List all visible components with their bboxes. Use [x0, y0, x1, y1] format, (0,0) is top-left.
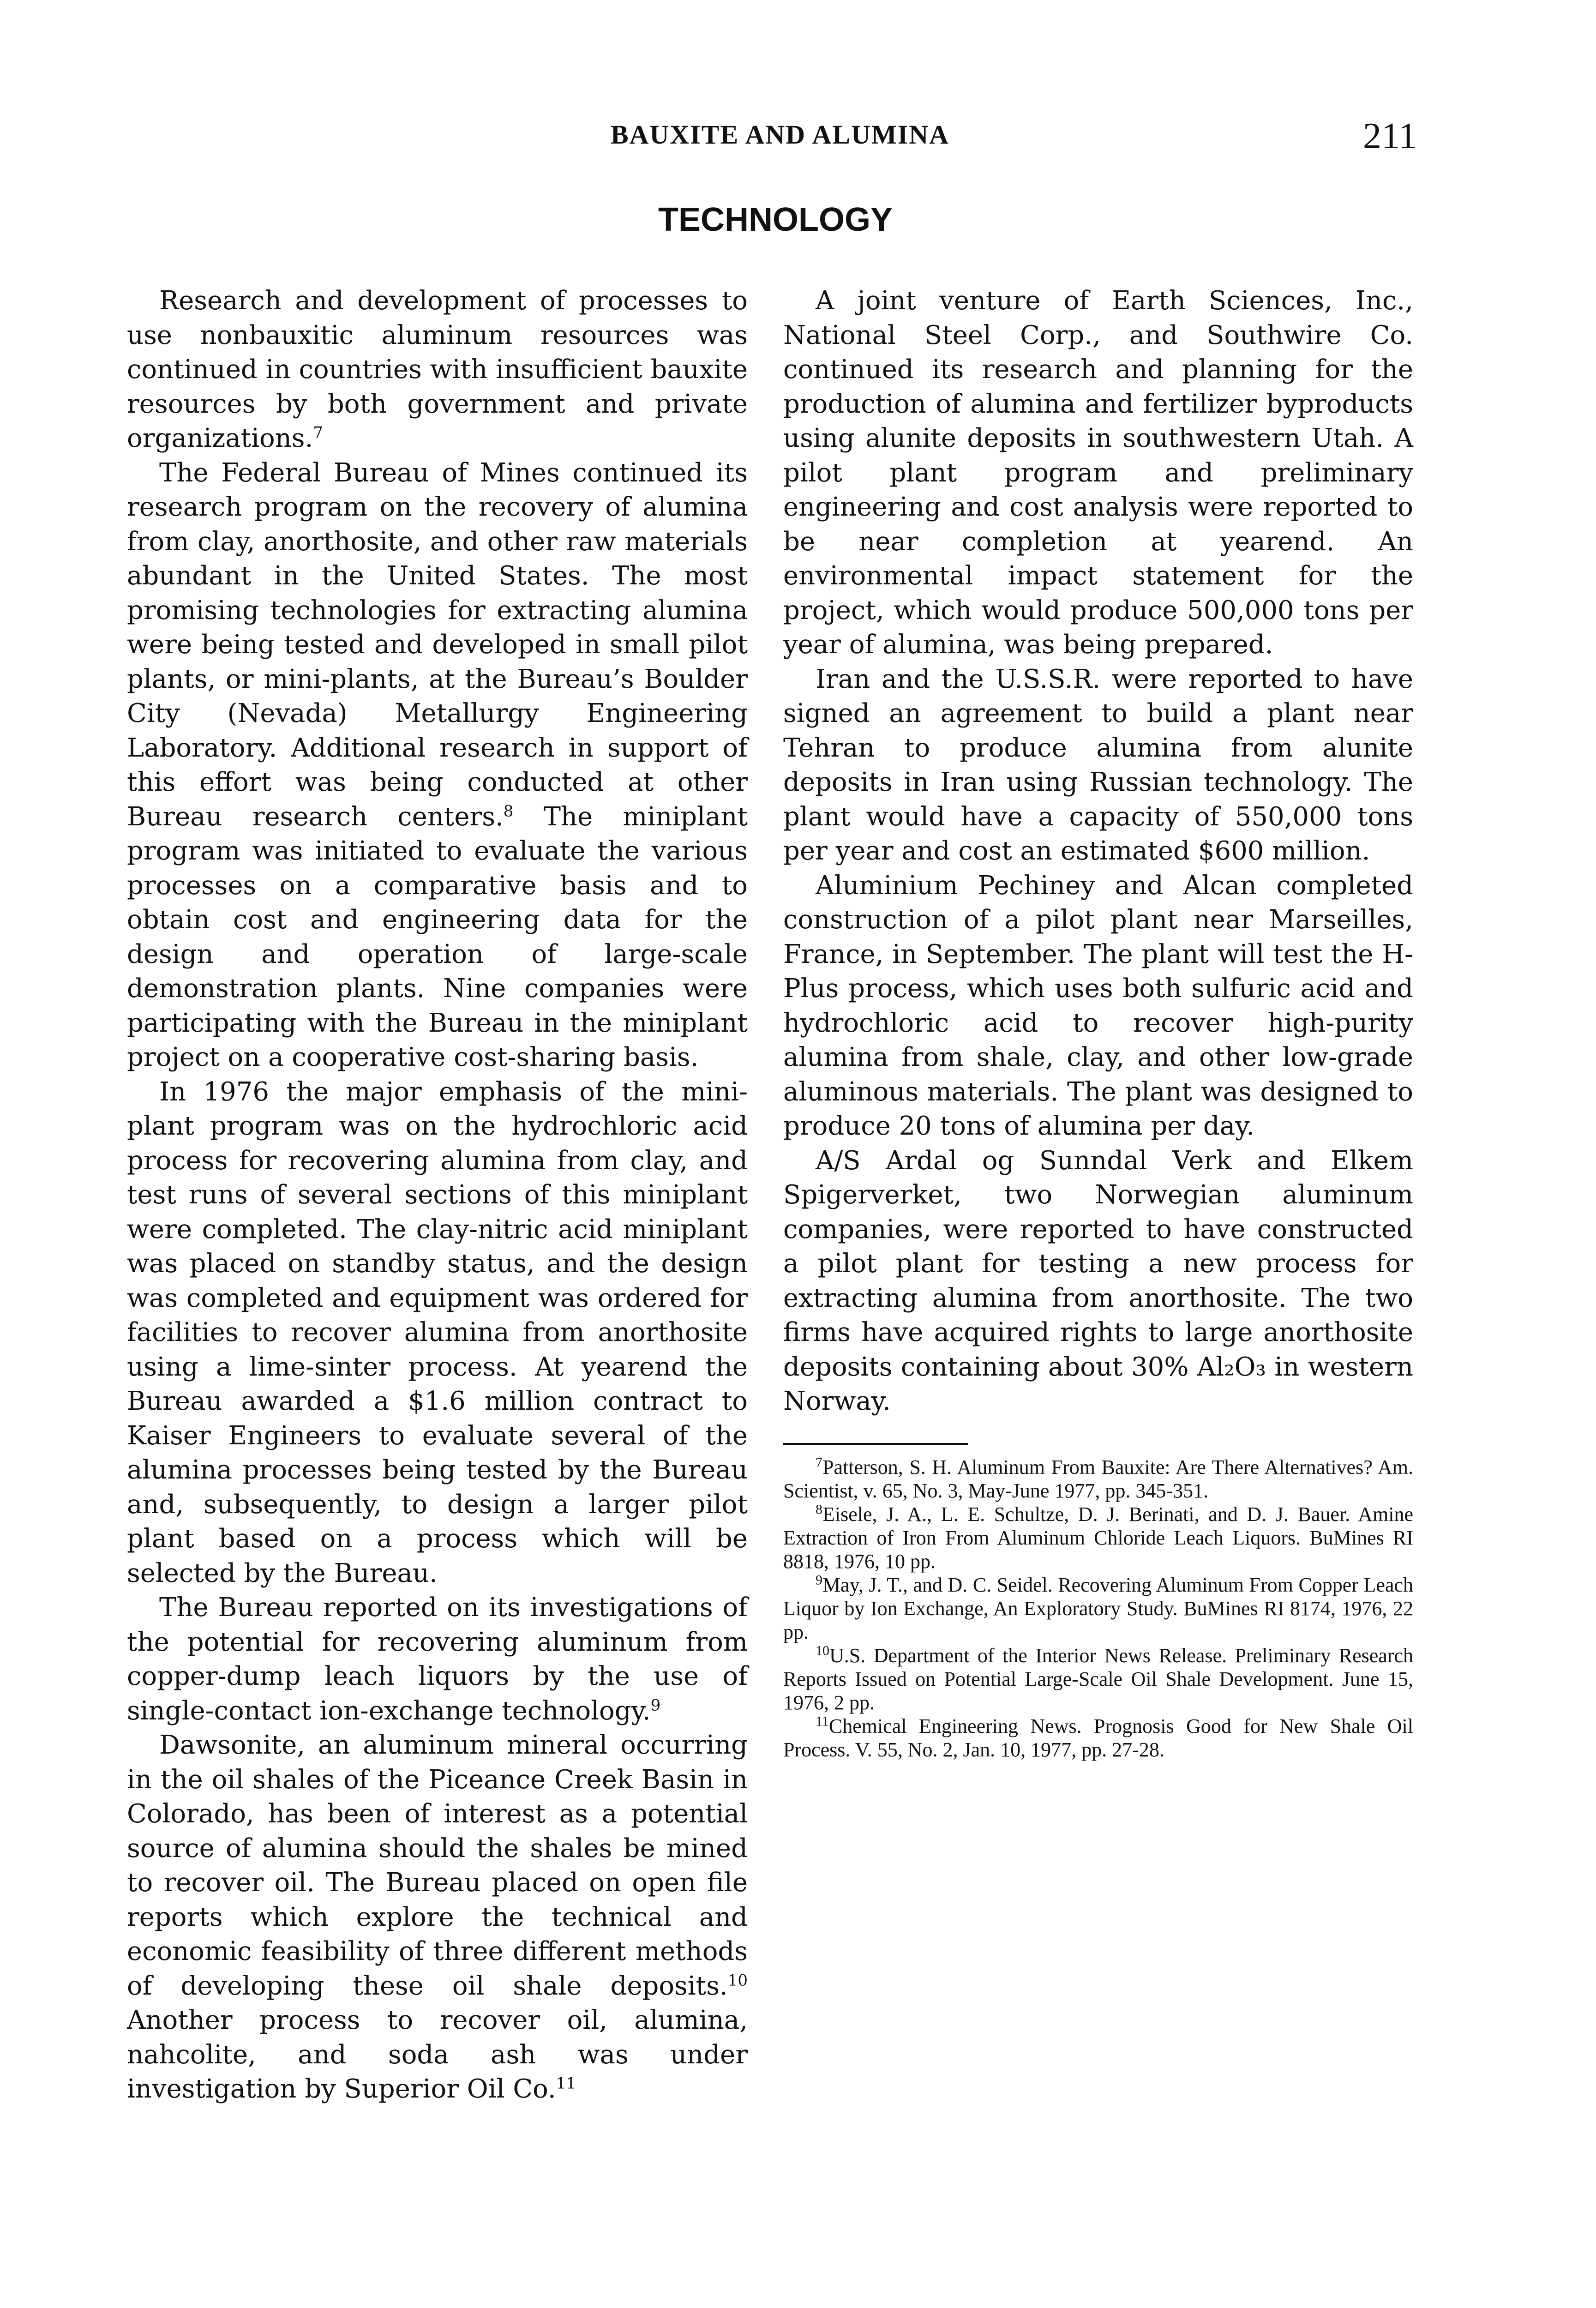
paragraph-1976-miniplant: In 1976 the major emphasis of the mini-plant program was on the hydrochloric acid process for recovering alumina from clay, and test runs of several sections of this miniplant were completed. The clay-nitric acid miniplant was placed on standby status, and the design was completed and equipment was ordered for facilities to recover alumina from anorthosite using a lime-sinter process. At yearend the Bureau awarded a $1.6 million contract to Kaiser Engineers to evaluate several of the alumina processes being tested by the Bureau and, subsequently, to design a larger pilot plant based on a process which will be selected by the Bureau.: [127, 1076, 748, 1588]
footnote-divider: [783, 1443, 968, 1445]
left-column: [127, 284, 748, 2107]
footnote-8: $^8$Eisele, J. A., L. E. Schultze, D. J. Berinati, and D. J. Bauer. Amine Extraction of Iron From Aluminum Chloride Leach Liquors. BuMines RI 8818, 1976, 10 pp.: [783, 1501, 1413, 1573]
paragraph-iran-ussr: Iran and the U.S.S.R. were reported to have signed an agreement to build a plant near Tehran to produce alumina from alunite deposits in Iran using Russian technology. The plant would have a capacity of 550,000 tons per year and cost an estimated $600 million.: [783, 664, 1413, 866]
paragraph-copper-dump: The Bureau reported on its investigations of the potential for recovering aluminum from copper-dump leach liquors by the use of single-contact ion-exchange technology.$^9$: [127, 1593, 748, 1726]
page-number: 211: [1362, 116, 1417, 156]
footnote-10: $^{10}$U.S. Department of the Interior News Release. Preliminary Research Reports Issued on Potential Large-Scale Oil Shale Development. June 15, 1976, 2 pp.: [783, 1642, 1413, 1714]
paragraph-joint-venture: A joint venture of Earth Sciences, Inc., National Steel Corp., and Southwire Co. continued its research and planning for the production of alumina and fertilizer byproducts using alunite deposits in southwestern Utah. A pilot plant program and preliminary engineering and cost analysis were reported to be near completion at yearend. An environmental impact statement for the project, which would produce 500,000 tons per year of alumina, was being prepared.: [783, 286, 1413, 660]
running-header-title: BAUXITE AND ALUMINA: [610, 120, 950, 150]
paragraph-dawsonite: Dawsonite, an aluminum mineral occurring in the oil shales of the Piceance Creek Basin in Colorado, has been of interest as a potential source of alumina should the shales be mined to recover oil. The Bureau placed on open file reports which explore the technical and economic feasibility of three different methods of developing these oil shale deposits.$^{10}$ Another process to recover oil, alumina, nahcolite, and soda ash was under investigation by Superior Oil Co.$^{11}$: [127, 1730, 748, 2104]
section-heading: TECHNOLOGY: [658, 201, 893, 238]
paragraph-bureau-program: The Federal Bureau of Mines continued its research program on the recovery of alumina from clay, anorthosite, and other raw materials abundant in the United States. The most promising technologies for extracting alumina were being tested and developed in small pilot plants, or mini-plants, at the Bureau’s Boulder City (Nevada) Metallurgy Engineering Laboratory. Additional research in support of this effort was being conducted at other Bureau research centers.$^8$ The miniplant program was initiated to evaluate the various processes on a comparative basis and to obtain cost and engineering data for the design and operation of large-scale demonstration plants. Nine companies were participating with the Bureau in the miniplant project on a cooperative cost-sharing basis.: [127, 457, 748, 1072]
right-column: [783, 284, 1413, 1761]
footnote-7: $^7$Patterson, S. H. Aluminum From Bauxite: Are There Alternatives? Am. Scientist, v. 65, No. 3, May-June 1977, pp. 345-351.: [783, 1454, 1413, 1502]
paragraph-pechiney-alcan: Aluminium Pechiney and Alcan completed construction of a pilot plant near Marseilles, France, in September. The plant will test the H-Plus process, which uses both sulfuric acid and hydrochloric acid to recover high-purity alumina from shale, clay, and other low-grade aluminous materials. The plant was designed to produce 20 tons of alumina per day.: [783, 870, 1413, 1141]
paragraph-research: Research and development of processes to use nonbauxitic aluminum resources was continued in countries with insufficient bauxite resources by both government and private organizations.$^7$: [127, 286, 748, 453]
footnote-9: $^9$May, J. T., and D. C. Seidel. Recovering Aluminum From Copper Leach Liquor by Ion Exchange, An Exploratory Study. BuMines RI 8174, 1976, 22 pp.: [783, 1572, 1413, 1643]
paragraph-norway: A/S Ardal og Sunndal Verk and Elkem Spigerverket, two Norwegian aluminum companies, were reported to have constructed a pilot plant for testing a new process for extracting alumina from anorthosite. The two firms have acquired rights to large anorthosite deposits containing about 30% Al₂O₃ in western Norway.: [783, 1145, 1413, 1416]
footnote-11: $^{11}$Chemical Engineering News. Prognosis Good for New Shale Oil Process. V. 55, No. 2, Jan. 10, 1977, pp. 27-28.: [783, 1713, 1413, 1761]
footnotes: [783, 1455, 1413, 1761]
